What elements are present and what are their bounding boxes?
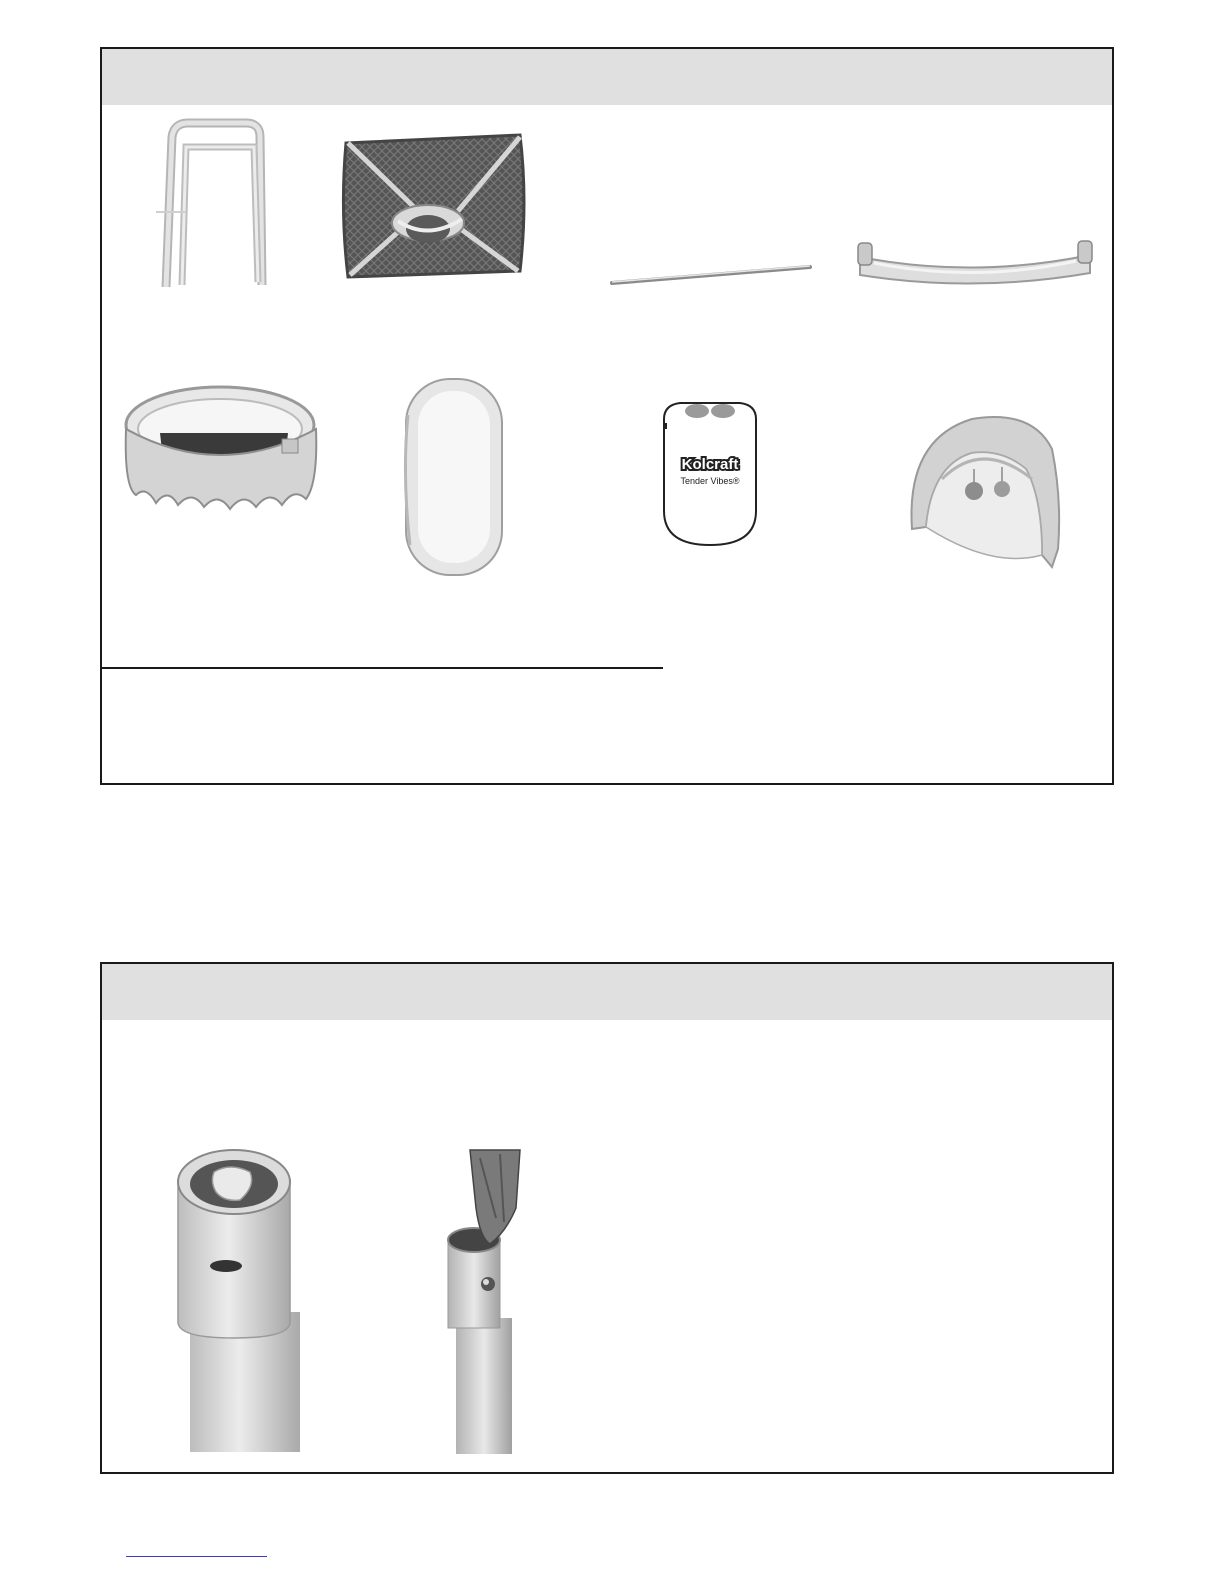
tube-fabric-insert-illustration (440, 1148, 530, 1458)
vibration-unit-product: Tender Vibes® (680, 476, 740, 486)
frame-legs-illustration (142, 117, 272, 297)
vibration-unit-illustration (658, 399, 762, 549)
section-divider-line (102, 667, 663, 669)
canopy-illustration (902, 409, 1072, 579)
mattress-pad-illustration (338, 131, 528, 281)
footer-link-underline[interactable] (126, 1556, 267, 1557)
parts-panel-header (102, 49, 1112, 105)
mattress-illustration (398, 375, 510, 579)
tube-socket-illustration (170, 1142, 306, 1456)
vibration-unit-brand: Kolcraft (681, 456, 739, 473)
parts-panel (100, 47, 1114, 785)
bassinet-illustration (116, 377, 326, 527)
assembly-panel (100, 962, 1114, 1474)
assembly-panel-header (102, 964, 1112, 1020)
support-rod-illustration (608, 259, 814, 289)
curved-base-bar-illustration (854, 233, 1096, 285)
